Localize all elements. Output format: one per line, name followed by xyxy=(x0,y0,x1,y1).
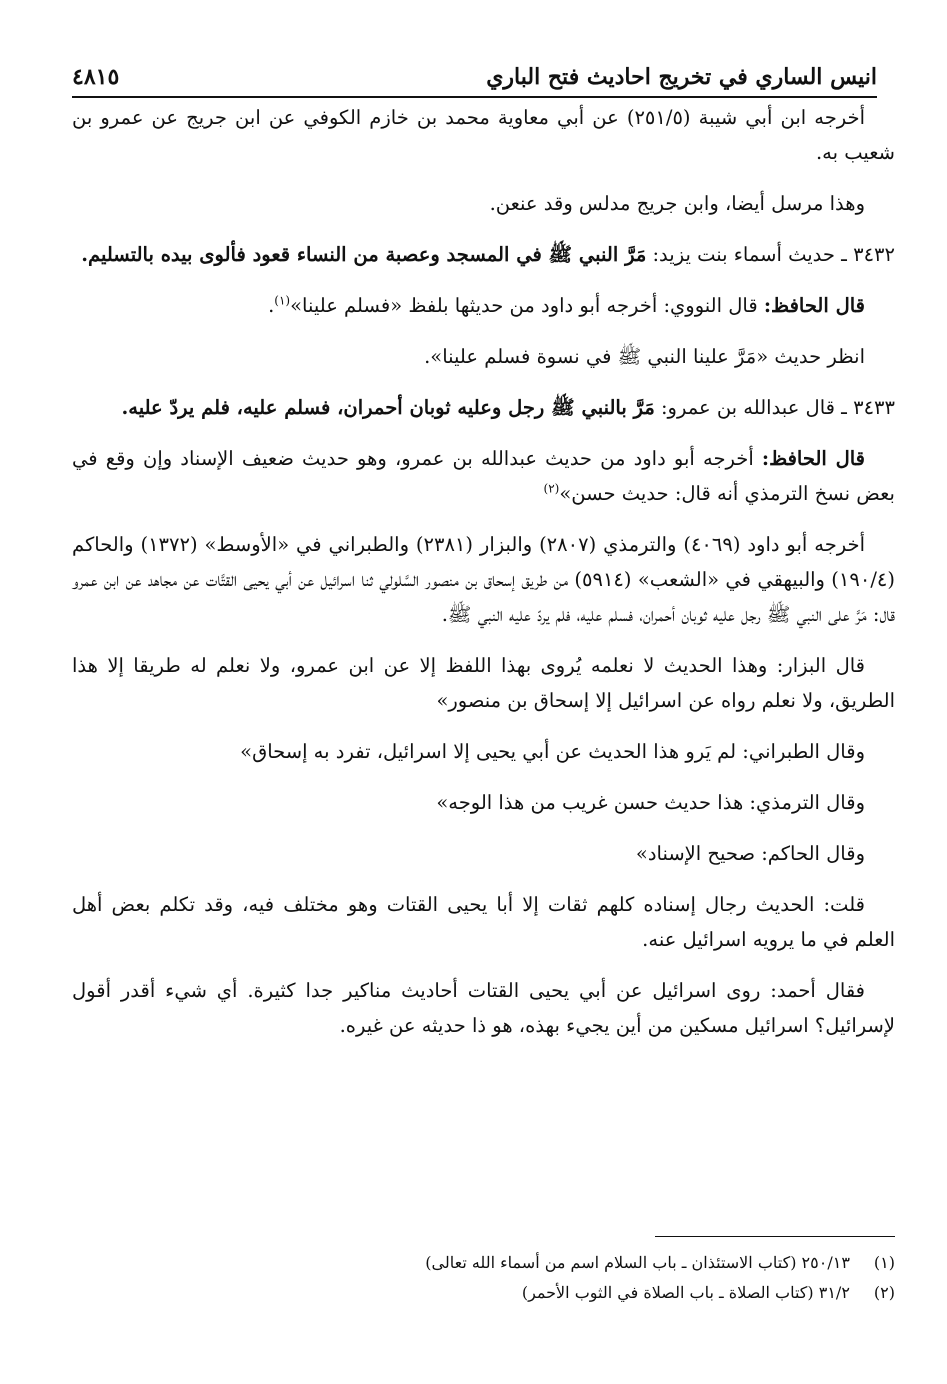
paragraph: فقال أحمد: روى اسرائيل عن أبي يحيى القتات أحاديث مناكير جدا كثيرة. أي شيء أقدر أقول لإسرائيل؟ اسرائيل مسكين من أين يجيء بهذه، هو ذا حديثه عن غيره. xyxy=(72,979,895,1037)
footnote xyxy=(72,1278,895,1308)
paragraph: أخرجه ابن أبي شيبة (٢٥١/٥) عن أبي معاوية محمد بن خازم الكوفي عن ابن جريج عن عمرو بن شعيب به. xyxy=(72,106,895,164)
hadith-text: مَرَّ النبي ﷺ في المسجد وعصبة من النساء قعود فألوى بيده بالتسليم. xyxy=(81,243,647,266)
hadith-intro: قال عبدالله بن عمرو: xyxy=(660,396,835,419)
paragraph: انظر حديث «مَرَّ علينا النبي ﷺ في نسوة فسلم علينا». xyxy=(424,345,865,368)
paragraph: وقال الحاكم: صحيح الإسناد» xyxy=(635,842,865,865)
hafiz-label: قال الحافظ: xyxy=(763,294,865,317)
footnote-ref: (١) xyxy=(274,293,291,308)
hadith-number: ٣٤٣٢ ـ xyxy=(841,243,895,266)
footnote-divider xyxy=(655,1236,895,1237)
footnote-ref: (٢) xyxy=(543,481,560,496)
paragraph: وقال الطبراني: لم يَرو هذا الحديث عن أبي يحيى إلا اسرائيل، تفرد به إسحاق» xyxy=(240,740,865,763)
paragraph: وقال الترمذي: هذا حديث حسن غريب من هذا الوجه» xyxy=(436,791,865,814)
footnote xyxy=(72,1248,895,1278)
main-text xyxy=(72,100,895,1059)
page-header xyxy=(72,40,877,98)
running-title: انيس الساري في تخريج احاديث فتح الباري xyxy=(486,64,877,90)
paragraph-text: أخرجه أبو داود من حديث عبدالله بن عمرو، وهو حديث ضعيف الإسناد وإن وقع في بعض نسخ الترمذي أنه قال: حديث حسن» xyxy=(72,447,895,505)
paragraph-text: قال النووي: أخرجه أبو داود من حديثها بلفظ «فسلم علينا» xyxy=(290,294,758,317)
hafiz-label: قال الحافظ: xyxy=(761,447,865,470)
paragraph xyxy=(72,441,895,511)
hadith-3432 xyxy=(72,237,895,272)
hadith-intro: حديث أسماء بنت يزيد: xyxy=(652,243,835,266)
paragraph: وهذا مرسل أيضا، وابن جريج مدلس وقد عنعن. xyxy=(489,192,865,215)
paragraph: قال الحافظ: قال النووي: أخرجه أبو داود من حديثها بلفظ «فسلم علينا»$^{(١)}$. xyxy=(268,293,865,317)
paragraph: أخرجه أبو داود (٤٠٦٩) والترمذي (٢٨٠٧) والبزار (٢٣٨١) والطبراني في «الأوسط» (١٣٧٢) والحاكم (١٩٠/٤) والبيهقي في «الشعب» (٥٩١٤) من طريق إسحاق بن منصور السَّلولي ثنا اسرائيل عن أبي يحيى القتَّات عن مجاهد عن ابن عمرو قال: مَرَّ على النبي ﷺ رجل عليه ثوبان أحمران، فسلم عليه، فلم يردّ عليه النبي ﷺ. xyxy=(72,533,895,626)
footnote-number: (٢) xyxy=(873,1283,895,1302)
page-number: ٤٨١٥ xyxy=(72,64,120,90)
footnote-text: ٣١/٢ (كتاب الصلاة ـ باب الصلاة في الثوب الأحمر) xyxy=(521,1283,850,1302)
footnote-text: ٢٥٠/١٣ (كتاب الاستئذان ـ باب السلام اسم من أسماء الله تعالى) xyxy=(425,1253,850,1272)
hadith-text: مَرَّ بالنبي ﷺ رجل وعليه ثوبان أحمران، فسلم عليه، فلم يردّ عليه. xyxy=(121,396,655,419)
hadith-number: ٣٤٣٣ ـ xyxy=(841,396,895,419)
footnotes xyxy=(72,1248,895,1308)
footnote-number: (١) xyxy=(873,1253,895,1272)
hadith-3433 xyxy=(72,390,895,425)
paragraph: قال البزار: وهذا الحديث لا نعلمه يُروى بهذا اللفظ إلا عن ابن عمرو، ولا نعلم له طريقا إلا هذا الطريق، ولا نعلم رواه عن اسرائيل إلا إسحاق بن منصور» xyxy=(72,654,895,712)
paragraph: قلت: الحديث رجال إسناده كلهم ثقات إلا أبا يحيى القتات وهو مختلف فيه، وقد تكلم بعض أهل العلم في ما يرويه اسرائيل عنه. xyxy=(72,893,895,951)
